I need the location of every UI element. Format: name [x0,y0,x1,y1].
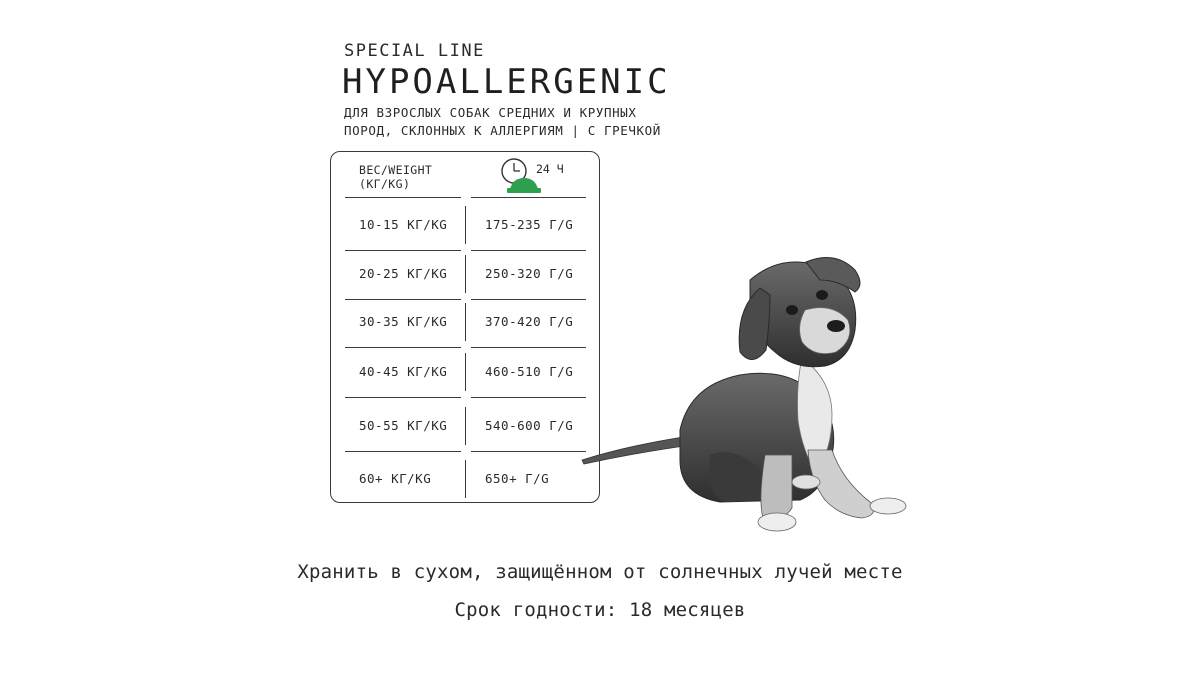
product-subtitle [344,104,661,140]
line-label: SPECIAL LINE [344,41,485,61]
column-divider [465,255,466,293]
row-weight: 30-35 КГ/KG [359,314,448,329]
subtitle-line-1: ДЛЯ ВЗРОСЛЫХ СОБАК СРЕДНИХ И КРУПНЫХ [344,105,637,120]
portion-column-header: 24 Ч [536,162,564,176]
row-weight: 50-55 КГ/KG [359,418,448,433]
column-divider [465,303,466,341]
row-divider-right [471,397,586,398]
table-row [331,249,601,299]
row-divider-left [345,397,461,398]
storage-note: Хранить в сухом, защищённом от солнечных лучей месте [297,561,903,583]
bowl-icon [507,188,541,193]
row-portion: 540-600 Г/G [485,418,574,433]
puppy-illustration [570,240,910,540]
table-row [331,347,601,397]
column-divider [465,353,466,391]
row-portion: 175-235 Г/G [485,217,574,232]
table-row [331,454,601,504]
row-portion: 370-420 Г/G [485,314,574,329]
table-row [331,200,601,250]
row-weight: 10-15 КГ/KG [359,217,448,232]
row-divider-left [345,451,461,452]
row-divider-right [471,451,586,452]
header-divider-left [345,197,461,198]
row-portion: 650+ Г/G [485,471,550,486]
column-divider [465,206,466,244]
row-portion: 250-320 Г/G [485,266,574,281]
column-divider [465,460,466,498]
product-title: HYPOALLERGENIC [342,62,671,102]
feeding-table [330,151,600,503]
shelf-life: Срок годности: 18 месяцев [454,599,746,621]
weight-header-line-2: (КГ/KG) [359,177,411,191]
row-weight: 40-45 КГ/KG [359,364,448,379]
header-divider-right [471,197,586,198]
row-portion: 460-510 Г/G [485,364,574,379]
row-weight: 20-25 КГ/KG [359,266,448,281]
bowl-food-icon [510,178,538,189]
column-divider [465,407,466,445]
row-weight: 60+ КГ/KG [359,471,432,486]
table-row [331,297,601,347]
weight-column-header [359,163,432,191]
subtitle-line-2: ПОРОД, СКЛОННЫХ К АЛЛЕРГИЯМ | С ГРЕЧКОЙ [344,123,661,138]
table-row [331,401,601,451]
weight-header-line-1: ВЕС/WEIGHT [359,163,433,177]
